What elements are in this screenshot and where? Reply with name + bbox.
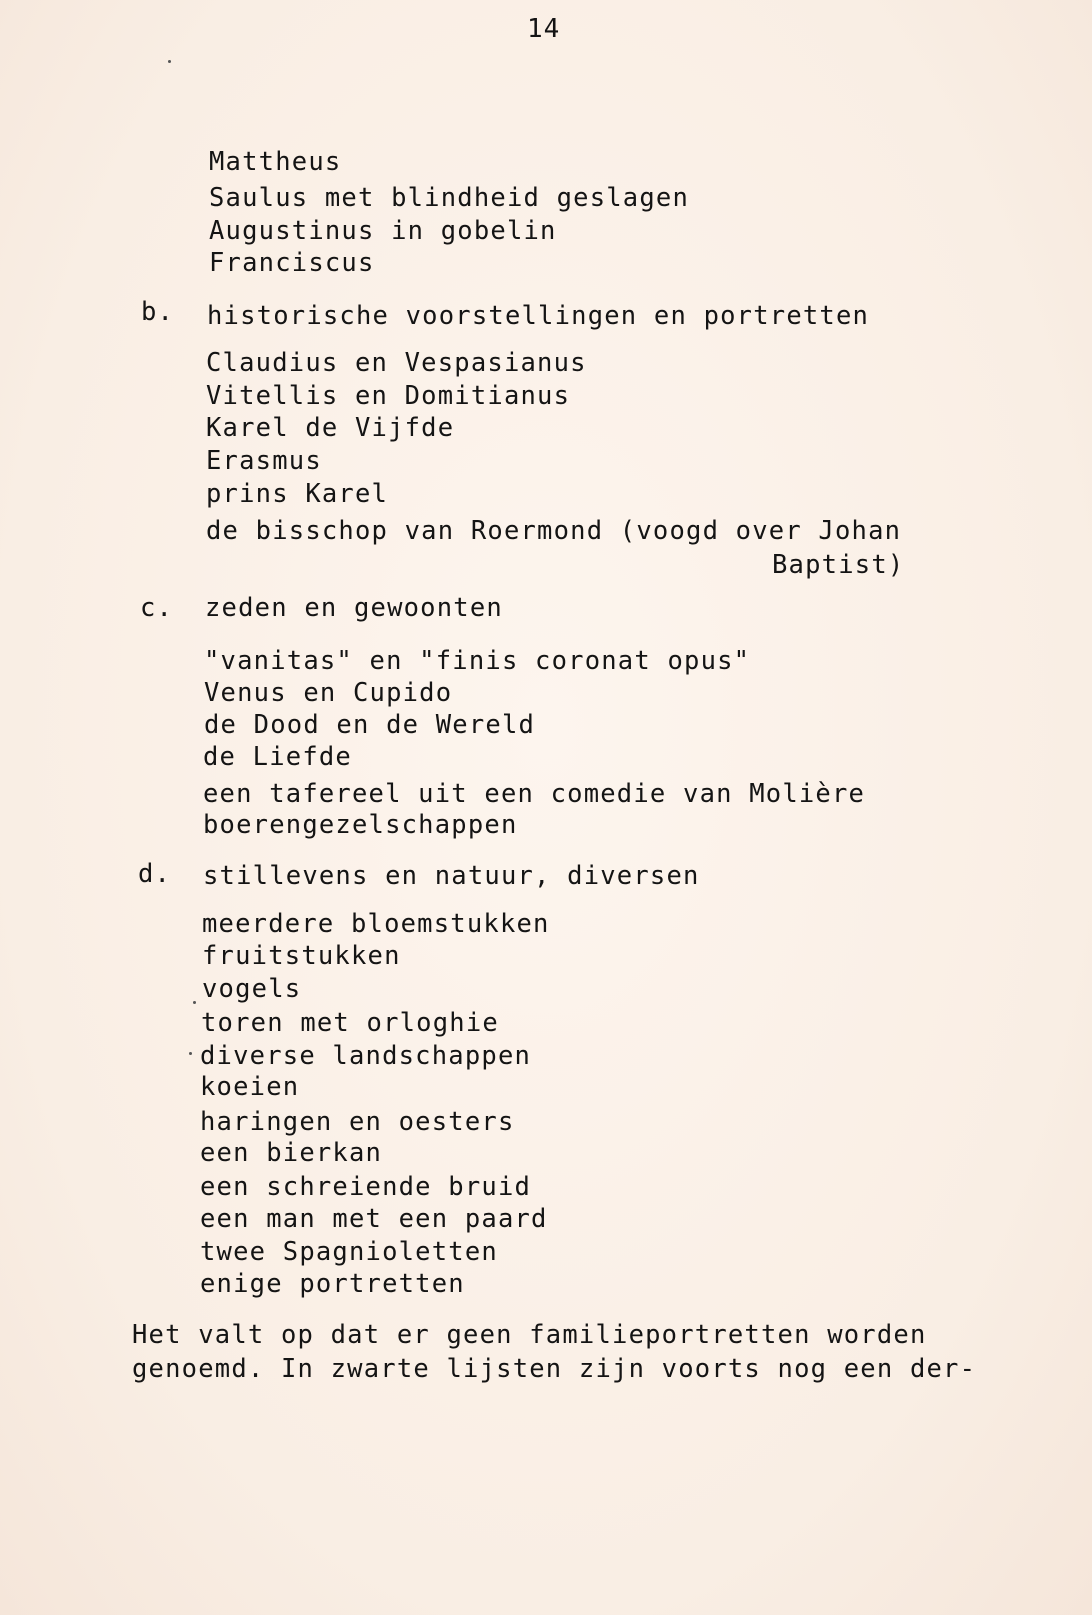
ink-speck — [193, 1001, 196, 1004]
list-item: twee Spagnioletten — [200, 1237, 498, 1267]
paragraph-line: genoemd. In zwarte lijsten zijn voorts nog een der- — [132, 1354, 977, 1384]
ink-speck — [189, 1052, 192, 1055]
list-item: prins Karel — [206, 479, 389, 509]
list-item: Mattheus — [209, 147, 342, 177]
list-item: Claudius en Vespasianus — [206, 348, 587, 378]
list-item: een man met een paard — [200, 1204, 548, 1234]
section-b-label: b. — [141, 297, 175, 327]
section-c-heading: zeden en gewoonten — [205, 593, 503, 623]
list-item: boerengezelschappen — [203, 810, 518, 840]
list-item: Erasmus — [206, 446, 322, 476]
list-item: fruitstukken — [202, 941, 401, 971]
section-d-label: d. — [138, 859, 172, 889]
paragraph-line: Het valt op dat er geen familieportretten worden — [132, 1320, 927, 1350]
list-item: koeien — [200, 1072, 300, 1102]
list-item: diverse landschappen — [200, 1041, 532, 1071]
page-number: 14 — [527, 14, 561, 44]
list-item: een bierkan — [200, 1138, 383, 1168]
section-d-heading: stillevens en natuur, diversen — [203, 861, 700, 891]
list-item: toren met orloghie — [201, 1008, 499, 1038]
list-item: de Dood en de Wereld — [204, 710, 536, 740]
list-item: Vitellis en Domitianus — [206, 381, 571, 411]
list-item: haringen en oesters — [200, 1107, 515, 1137]
section-b-heading: historische voorstellingen en portretten — [207, 301, 870, 331]
ink-speck — [168, 60, 171, 63]
list-item: een tafereel uit een comedie van Molière — [203, 779, 866, 809]
list-item: "vanitas" en "finis coronat opus" — [204, 646, 751, 676]
list-item: meerdere bloemstukken — [202, 909, 550, 939]
list-item: Saulus met blindheid geslagen — [209, 183, 690, 213]
list-item: vogels — [202, 974, 302, 1004]
list-item: de Liefde — [203, 742, 352, 772]
list-item: enige portretten — [200, 1269, 465, 1299]
list-item: Franciscus — [209, 248, 375, 278]
list-item: Venus en Cupido — [204, 678, 453, 708]
list-item: Karel de Vijfde — [206, 413, 455, 443]
section-c-label: c. — [140, 593, 174, 623]
list-item: een schreiende bruid — [200, 1172, 532, 1202]
list-item: de bisschop van Roermond (voogd over Johan — [206, 516, 902, 546]
list-item: Augustinus in gobelin — [209, 216, 557, 246]
list-item: Baptist) — [772, 550, 905, 580]
